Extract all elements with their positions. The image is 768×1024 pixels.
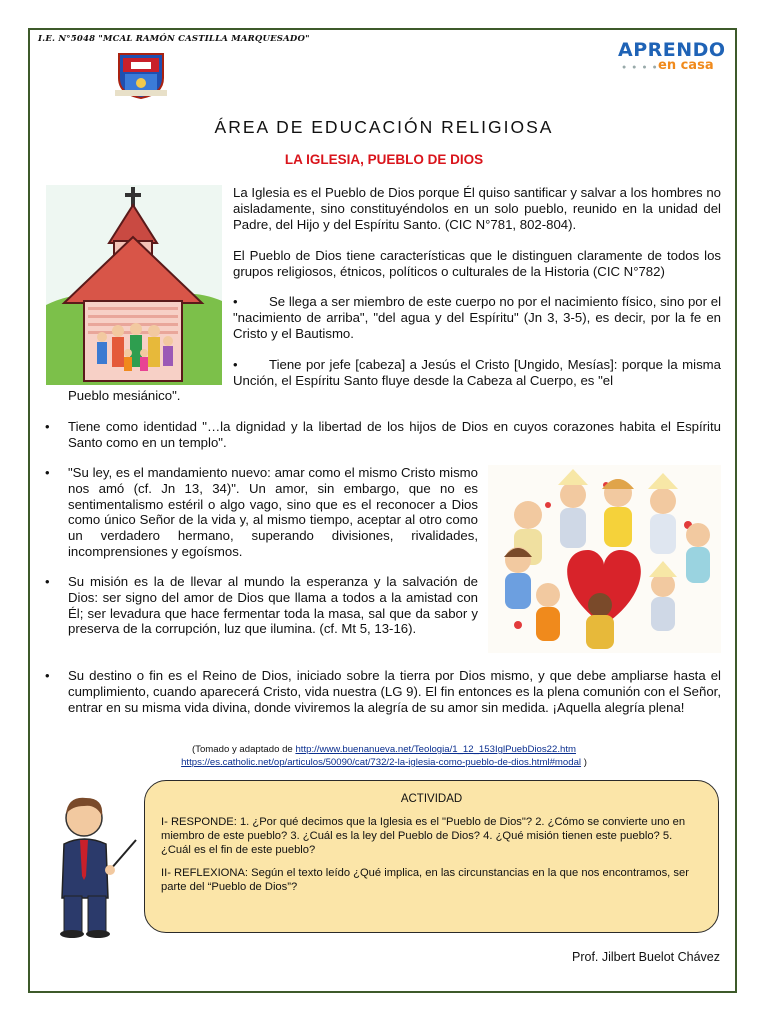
paragraph-8: Su destino o fin es el Reino de Dios, iniciado sobre la tierra por Dios mismo, y que debe ampliarse hasta el cumplimiento, cuando aparecerá Cristo, vida nuestra (LG 9). El fin entonces es la plena comunión con el Señor, entrar en su misma vida divina, donde viviremos la alegría de su amor sin medida. ¡Aquella alegría plena!: [68, 668, 721, 715]
bullet-4: •: [45, 465, 50, 480]
paragraph-5: Tiene como identidad "…la dignidad y la libertad de los hijos de Dios en cuyos corazones habita el Espíritu Santo como en un templo".: [68, 419, 721, 450]
bullet-3: •: [45, 419, 50, 434]
school-name: I.E. N°5048 "MCAL RAMÓN CASTILLA MARQUESADO": [38, 34, 310, 44]
teacher-signature: Prof. Jilbert Buelot Chávez: [572, 950, 720, 964]
bullet-1: •: [233, 294, 238, 309]
reference-link-2[interactable]: https://es.catholic.net/op/articulos/50090/cat/732/2-la-iglesia-como-pueblo-de-dios.html#modal: [181, 757, 582, 768]
school-crest-image: [113, 50, 169, 100]
teacher-illustration: [48, 788, 138, 938]
activity-reflexiona: II- REFLEXIONA: Según el texto leído ¿Qué implica, en las circunstancias en la que nos encontramos, ser parte del “Pueblo de Dios”?: [161, 867, 689, 893]
paragraph-7: Su misión es la de llevar al mundo la esperanza y la salvación de Dios: ser signo del amor de Dios que llama a todos a la amistad con Él; ser levadura que hace fermentar toda la masa, sal que da sabor y preserva de la corrupción, luz que ilumina. (cf. Mt 5, 13-16).: [68, 574, 478, 637]
bullet-2: •: [233, 357, 238, 372]
paragraph-2: El Pueblo de Dios tiene características que le distinguen claramente de todos los grupos religiosos, étnicos, políticos o culturales de la Historia (CIC N°782): [233, 248, 721, 279]
paragraph-4: Tiene por jefe [cabeza] a Jesús el Cristo [Ungido, Mesías]: porque la misma Unción, el Espíritu Santo fluye desde la Cabeza al Cuerpo, es "el: [233, 357, 721, 388]
activity-responde: I- RESPONDE: 1. ¿Por qué decimos que la Iglesia es el "Pueblo de Dios"? 2. ¿Cómo se convierte uno en miembro de este pueblo? 3. ¿Cuál es la ley del Pueblo de Dios? 4. ¿Qué misión tienen este pueblo? 5. ¿Cuál es el fin de este pueblo?: [161, 816, 686, 856]
page-subtitle: LA IGLESIA, PUEBLO DE DIOS: [284, 152, 484, 167]
church-illustration: [46, 185, 222, 385]
paragraph-3: Se llega a ser miembro de este cuerpo no por el nacimiento físico, sino por el "nacimiento de arriba", "del agua y del Espíritu" (Jn 3, 3-5), es decir, por la fe en Cristo y el Bautismo.: [233, 294, 721, 341]
logo-text-aprendo: APRENDO: [618, 39, 726, 61]
people-around-heart-illustration: [488, 465, 721, 653]
paragraph-4-continuation: Pueblo mesiánico".: [68, 388, 181, 403]
aprendo-en-casa-logo: APRENDO ● ● ● ● en casa: [618, 39, 726, 73]
page-title: ÁREA DE EDUCACIÓN RELIGIOSA: [214, 117, 554, 137]
reference: (Tomado y adaptado de http://www.buenanueva.net/Teologia/1_12_153IglPuebDios22.htm https://es.catholic.net/op/articulos/50090/cat/732/2-la-iglesia-como-pueblo-de-dios.html#modal ): [181, 744, 587, 768]
bullet-6: •: [45, 668, 50, 683]
activity-box: [144, 780, 719, 933]
paragraph-1: La Iglesia es el Pueblo de Dios porque Él quiso santificar y salvar a los hombres no aisladamente, sino constituyéndolos en un solo pueblo, reunido en la unidad del Padre, del Hijo y del Espíritu Santo. (CIC N°781, 802-804).: [233, 185, 721, 232]
logo-text-en-casa: en casa: [658, 58, 714, 73]
paragraph-6: "Su ley, es el mandamiento nuevo: amar como el mismo Cristo mismo nos amó (cf. Jn 13, 34)". Un amor, sin embargo, que no es sentimentalismo estéril o algo vago, sino que es el reconocer a Dios como único Señor de la vida y, al mismo tiempo, aceptar al otro como un verdadero hermano, superando divisiones, rivalidades, incomprensiones y egoísmos.: [68, 465, 478, 559]
bullet-5: •: [45, 574, 50, 589]
activity-title: ACTIVIDAD: [400, 793, 463, 805]
reference-link-1[interactable]: http://www.buenanueva.net/Teologia/1_12_153IglPuebDios22.htm: [295, 744, 577, 755]
